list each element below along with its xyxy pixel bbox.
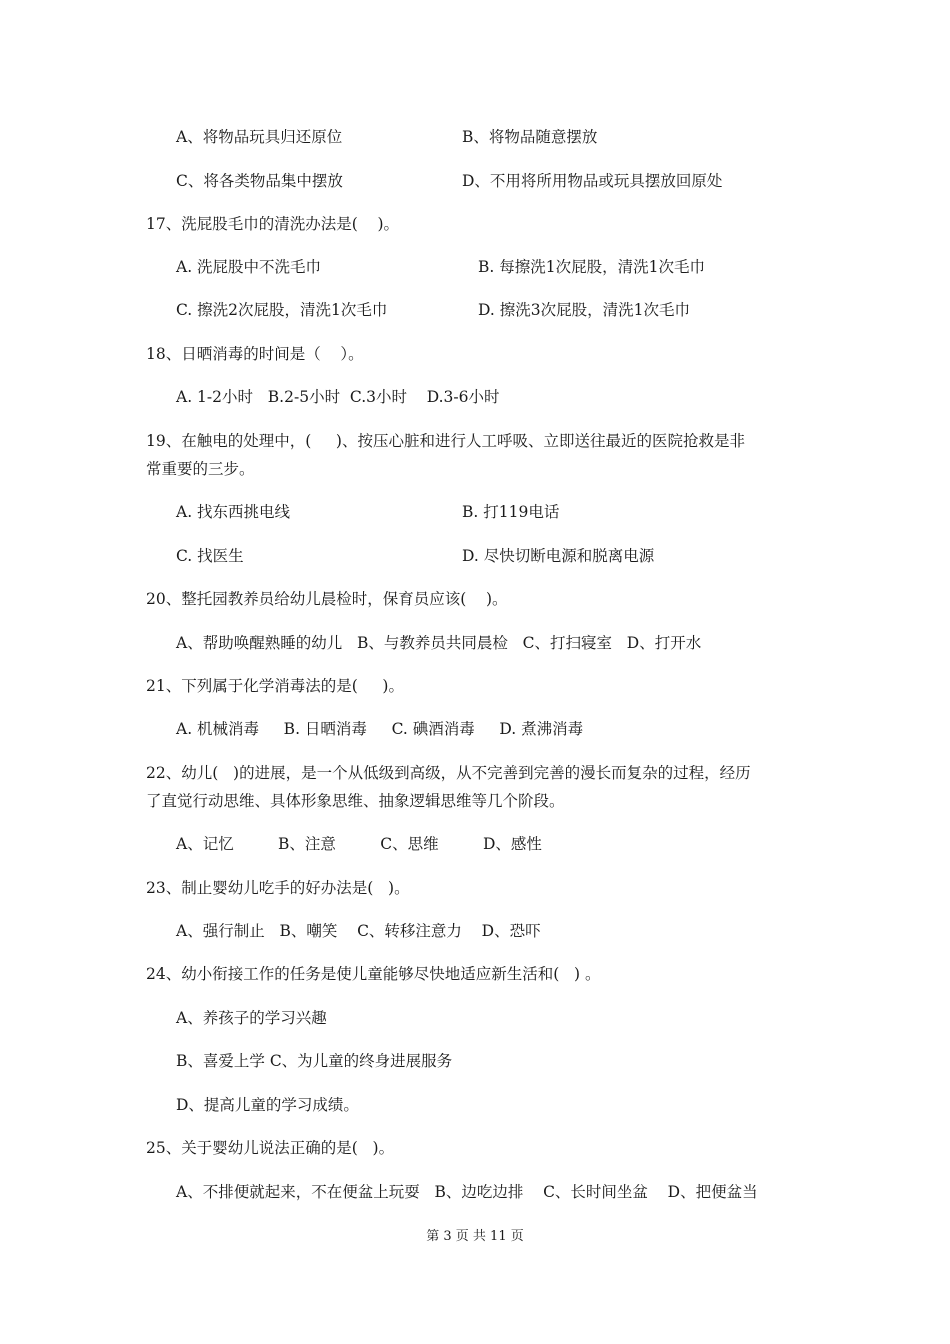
q19-stem-line1: 19、在触电的处理中，( )、按压心脏和进行人工呼吸、立即送往最近的医院抢救是非 — [146, 432, 745, 450]
q20-stem: 20、整托园教养员给幼儿晨检时，保育员应该( )。 — [146, 590, 508, 608]
q17-option-b: B. 每擦洗1次屁股，清洗1次毛巾 — [478, 258, 705, 276]
q18-stem: 18、日晒消毒的时间是（ ）。 — [146, 345, 364, 363]
q19-option-d: D. 尽快切断电源和脱离电源 — [462, 547, 655, 565]
q19-option-b: B. 打119电话 — [462, 503, 560, 521]
q22-stem-line1: 22、幼儿( )的进展，是一个从低级到高级，从不完善到完善的漫长而复杂的过程，经历 — [146, 764, 751, 782]
q19-stem-line2: 常重要的三步。 — [146, 460, 255, 478]
q21-stem: 21、下列属于化学消毒法的是( )。 — [146, 677, 404, 695]
q17-option-c: C. 擦洗2次屁股，清洗1次毛巾 — [176, 301, 388, 319]
q17-option-a: A. 洗屁股中不洗毛巾 — [176, 258, 322, 276]
page-footer — [0, 1228, 950, 1246]
q16-option-c: C、将各类物品集中摆放 — [176, 172, 343, 190]
q16-option-b: B、将物品随意摆放 — [462, 128, 598, 146]
q19-option-c: C. 找医生 — [176, 547, 244, 565]
q24-option-bc: B、喜爱上学 C、为儿童的终身进展服务 — [176, 1052, 453, 1070]
q20-options: A、帮助唤醒熟睡的幼儿 B、与教养员共同晨检 C、打扫寝室 D、打开水 — [176, 634, 702, 652]
q24-option-a: A、养孩子的学习兴趣 — [176, 1009, 327, 1027]
q17-option-d: D. 擦洗3次屁股，清洗1次毛巾 — [478, 301, 690, 319]
q22-stem-line2: 了直觉行动思维、具体形象思维、抽象逻辑思维等几个阶段。 — [146, 792, 565, 810]
q25-stem: 25、关于婴幼儿说法正确的是( )。 — [146, 1139, 395, 1157]
q17-stem: 17、洗屁股毛巾的清洗办法是( )。 — [146, 215, 400, 233]
q22-options: A、记忆 B、注意 C、思维 D、感性 — [176, 835, 542, 853]
q16-option-a: A、将物品玩具归还原位 — [176, 128, 343, 146]
q19-option-a: A. 找东西挑电线 — [176, 503, 291, 521]
q23-stem: 23、制止婴幼儿吃手的好办法是( )。 — [146, 879, 410, 897]
q25-options: A、不排便就起来，不在便盆上玩耍 B、边吃边排 C、长时间坐盆 D、把便盆当 — [176, 1183, 758, 1201]
q18-options: A. 1-2小时 B.2-5小时 C.3小时 D.3-6小时 — [176, 388, 500, 406]
q23-options: A、强行制止 B、嘲笑 C、转移注意力 D、恐吓 — [176, 922, 541, 940]
q24-stem: 24、幼小衔接工作的任务是使儿童能够尽快地适应新生活和( ) 。 — [146, 965, 601, 983]
q16-option-d: D、不用将所用物品或玩具摆放回原处 — [462, 172, 723, 190]
q24-option-d: D、提高儿童的学习成绩。 — [176, 1096, 359, 1114]
page-number: 第 3 页 共 11 页 — [426, 1229, 524, 1244]
q21-options: A. 机械消毒 B. 日晒消毒 C. 碘酒消毒 D. 煮沸消毒 — [176, 720, 584, 738]
